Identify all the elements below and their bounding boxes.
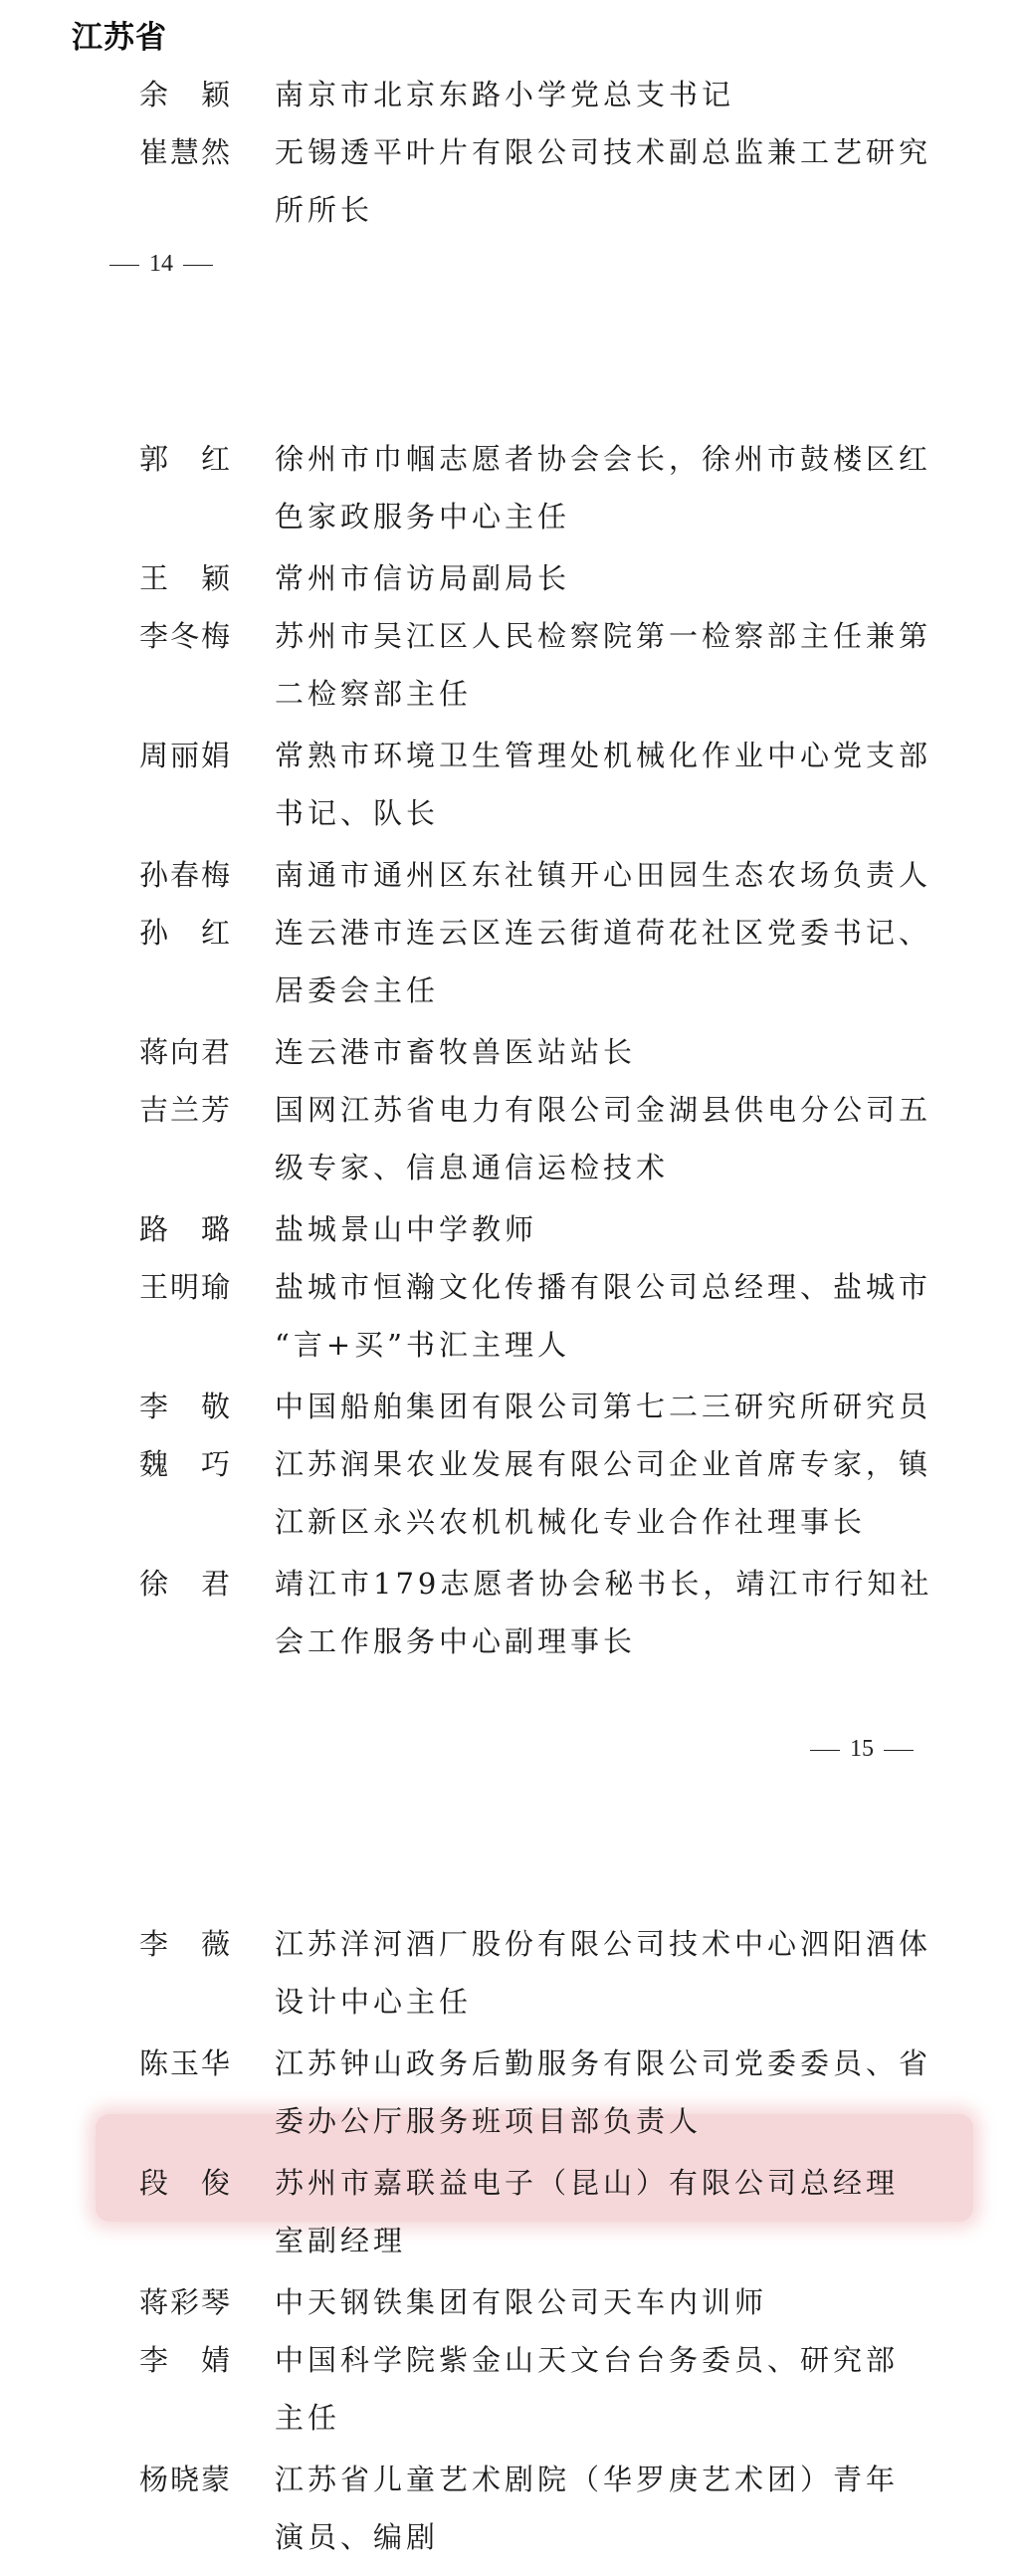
person-role: 靖江市179志愿者协会秘书长，靖江市行知社 会工作服务中心副理事长: [275, 1567, 933, 1658]
person-role: 南通市通州区东社镇开心田园生态农场负责人: [275, 858, 932, 892]
dash-left: [109, 265, 139, 267]
person-role: 江苏钟山政务后勤服务有限公司党委委员、省 委办公厅服务班项目部负责人: [275, 2046, 932, 2138]
person-role: 苏州市嘉联益电子（昆山）有限公司总经理 室副经理: [275, 2166, 900, 2257]
person-name: 周丽娟: [139, 739, 233, 772]
person-name: 李冬梅: [139, 619, 233, 653]
list-item: [0, 123, 1025, 243]
list-item: [0, 607, 1025, 727]
person-name: 段 俊: [139, 2166, 233, 2200]
person-name: 孙 红: [139, 916, 233, 950]
list-item: [0, 1435, 1025, 1555]
person-name: 魏 巧: [139, 1447, 233, 1481]
person-role: 常熟市环境卫生管理处机械化作业中心党支部 书记、队长: [275, 739, 932, 830]
list-item: [0, 1915, 1025, 2035]
person-role: 徐州市巾帼志愿者协会会长，徐州市鼓楼区红 色家政服务中心主任: [275, 442, 932, 534]
person-name: 吉兰芳: [139, 1093, 233, 1127]
person-role: 盐城景山中学教师: [275, 1212, 538, 1246]
list-item: [0, 1258, 1025, 1378]
list-item: [0, 727, 1025, 846]
list-item: [0, 2451, 1025, 2570]
list-item: [0, 904, 1025, 1023]
person-role: 江苏润果农业发展有限公司企业首席专家，镇 江新区永兴农机机械化专业合作社理事长: [275, 1447, 932, 1539]
person-name: 陈玉华: [139, 2046, 233, 2080]
person-name: 王明瑜: [139, 1270, 233, 1304]
person-name: 王 颖: [139, 561, 233, 595]
province-heading: 江苏省: [72, 20, 167, 56]
person-name: 蒋向君: [139, 1035, 233, 1069]
person-role: 盐城市恒瀚文化传播有限公司总经理、盐城市 “言+买”书汇主理人: [275, 1270, 932, 1362]
person-role: 苏州市吴江区人民检察院第一检察部主任兼第 二检察部主任: [275, 619, 932, 711]
list-item: [0, 2035, 1025, 2154]
person-name: 路 璐: [139, 1212, 233, 1246]
person-role: 中国船舶集团有限公司第七二三研究所研究员: [275, 1390, 932, 1423]
list-item: [0, 2331, 1025, 2451]
person-name: 孙春梅: [139, 858, 233, 892]
page-number: 14: [100, 251, 223, 278]
person-role: 中天钢铁集团有限公司天车内训师: [275, 2285, 768, 2319]
page-number: 15: [800, 1736, 923, 1763]
person-role: 常州市信访局副局长: [275, 561, 571, 595]
list-item: [0, 1555, 1025, 1674]
person-role: 中国科学院紫金山天文台台务委员、研究部 主任: [275, 2343, 900, 2435]
list-item: [0, 430, 1025, 549]
person-name: 李 敬: [139, 1390, 233, 1423]
dash-left: [810, 1750, 840, 1752]
dash-right: [183, 265, 213, 267]
person-role: 国网江苏省电力有限公司金湖县供电分公司五 级专家、信息通信运检技术: [275, 1093, 932, 1184]
list-item: [0, 1081, 1025, 1200]
person-role: 连云港市畜牧兽医站站长: [275, 1035, 637, 1069]
list-item-highlighted: [0, 2154, 1025, 2273]
person-name: 徐 君: [139, 1567, 233, 1601]
person-name: 崔慧然: [139, 135, 233, 169]
person-role: 江苏洋河酒厂股份有限公司技术中心泗阳酒体 设计中心主任: [275, 1927, 932, 2019]
dash-right: [884, 1750, 914, 1752]
person-role: 无锡透平叶片有限公司技术副总监兼工艺研究 所所长: [275, 135, 932, 227]
person-name: 李 薇: [139, 1927, 233, 1961]
person-name: 余 颖: [139, 78, 233, 111]
person-role: 南京市北京东路小学党总支书记: [275, 78, 735, 111]
person-name: 蒋彩琴: [139, 2285, 233, 2319]
person-role: 连云港市连云区连云街道荷花社区党委书记、 居委会主任: [275, 916, 932, 1007]
person-name: 郭 红: [139, 442, 233, 476]
person-name: 李 婧: [139, 2343, 233, 2377]
person-name: 杨晓蒙: [139, 2463, 233, 2496]
person-role: 江苏省儿童艺术剧院（华罗庚艺术团）青年 演员、编剧: [275, 2463, 900, 2554]
